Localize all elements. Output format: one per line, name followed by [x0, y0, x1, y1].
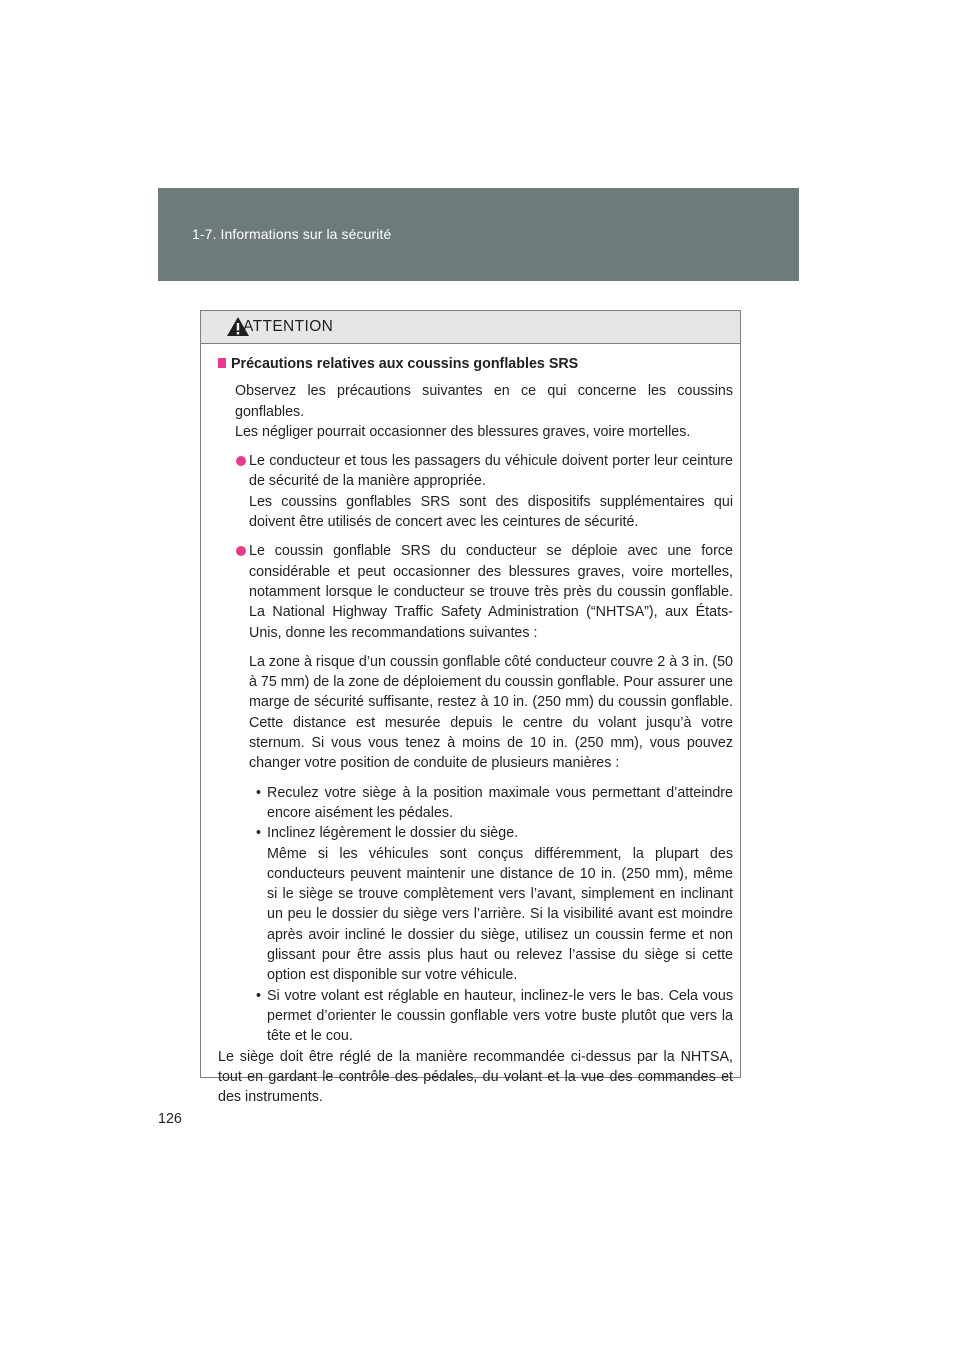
warning-header: [201, 311, 740, 344]
warning-box: [200, 310, 741, 1106]
list-item-text: Reculez votre siège à la position maximale vous permettant d’atteindre encore aisément les pédales.: [267, 784, 733, 821]
list-item: [218, 986, 733, 1047]
square-bullet-icon: [218, 358, 226, 368]
page-number: 126: [158, 1111, 182, 1127]
bullet-item: [218, 451, 733, 532]
closing-paragraph: Le siège doit être réglé de la manière recommandée ci-dessus par la NHTSA, tout en gardant le contrôle des pédales, du volant et la vue des commandes et des instruments.: [218, 1048, 733, 1106]
risk-zone-paragraph: La zone à risque d’un coussin gonflable côté conducteur couvre 2 à 3 in. (50 à 75 mm) de la zone de déploiement du coussin gonflable. Pour assurer une marge de sécurité suffisante, restez à 10 in. (250 mm) du coussin gonflable. Cette distance est mesurée depuis le centre du volant jusqu’à votre sternum. Si vous vous tenez à moins de 10 in. (250 mm), vous pouvez changer votre position de conduite de plusieurs manières :: [249, 653, 734, 772]
round-bullet-icon: [236, 456, 246, 466]
intro-line-2: Les négliger pourrait occasionner des blessures graves, voire mortelles.: [235, 423, 691, 440]
list-item-detail: Même si les véhicules sont conçus différemment, la plupart des conducteurs peuvent maintenir une distance de 10 in. (250 mm), même si le siège se trouve complètement vers l’avant, simplement en inclinant un peu le dossier du siège vers l’arrière. Si la visibilité avant est moindre après avoir incliné le dossier du siège, utilisez un coussin ferme et non glissant pour être assis plus haut ou relevez l’assise du siège si cette option est disponible sur votre véhicule.: [267, 845, 733, 984]
list-marker: •: [256, 784, 262, 801]
bullet-1-line-1: Le conducteur et tous les passagers du véhicule doivent porter leur ceinture de sécurité de la manière appropriée.: [249, 453, 733, 490]
warning-heading: [218, 354, 733, 374]
list-marker: •: [256, 987, 262, 1004]
warning-label: ATTENTION: [243, 318, 334, 335]
list-marker: •: [256, 825, 262, 842]
list-item: [218, 823, 733, 985]
round-bullet-icon: [236, 546, 246, 556]
intro-line-1: Observez les précautions suivantes en ce qui concerne les coussins gonflables.: [235, 383, 733, 420]
list-item-text: Si votre volant est réglable en hauteur, inclinez-le vers le bas. Cela vous permet d’orienter le coussin gonflable vers votre buste plutôt que vers la tête et le cou.: [267, 987, 733, 1045]
list-item: [218, 783, 733, 824]
bullet-1-line-2: Les coussins gonflables SRS sont des dispositifs supplémentaires qui doivent être utilisés de concert avec les ceintures de sécurité.: [249, 493, 733, 531]
bullet-2-text: Le coussin gonflable SRS du conducteur se déploie avec une force considérable et peut occasionner des blessures graves, voire mortelles, notamment lorsque le conducteur se trouve très près du coussin gonflable. La National Highway Traffic Safety Administration (“NHTSA”), aux États-Unis, donne les recommandations suivantes :: [249, 543, 733, 641]
list-item-text: Inclinez légèrement le dossier du siège.: [267, 825, 519, 842]
section-title: 1-7. Informations sur la sécurité: [192, 226, 392, 242]
section-header-band: [158, 188, 799, 281]
intro-paragraph: [218, 381, 733, 442]
warning-body: [201, 344, 740, 1107]
warning-heading-text: Précautions relatives aux coussins gonflables SRS: [231, 356, 579, 372]
bullet-item: [218, 541, 733, 642]
